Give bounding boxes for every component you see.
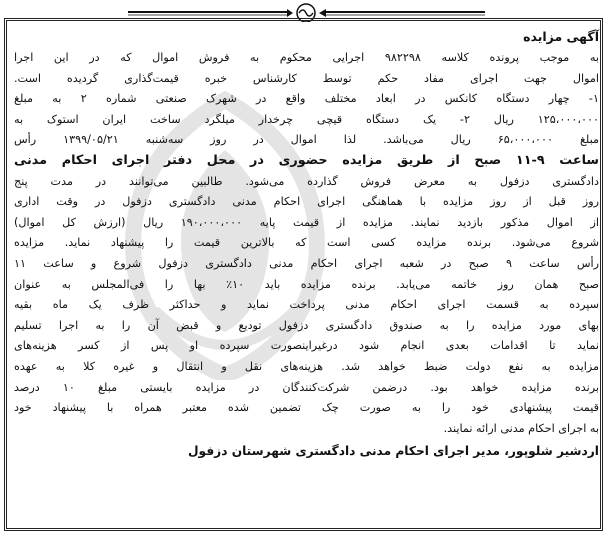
notice-line: ۱۲۵،۰۰۰،۰۰۰ ریال ۲- یک دستگاه قیچی چرخدار میلگرد ساخت ایران استوک به (14, 112, 599, 126)
notice-line: به موجب پرونده کلاسه ۹۸۲۲۹۸ اجرایی محکوم به فروش اموال که در این اجرا (14, 51, 599, 64)
notice-line: برنده مزایده خواهد بود. درضمن شرکت‌کنندگان در مزایده بایستی مبلغ ۱۰ درصد (14, 380, 599, 394)
notice-title: آگهی مزایده (523, 29, 599, 44)
notice-signature: اردشیر شلوپور، مدیر اجرای احکام مدنی دادگستری شهرستان دزفول (187, 444, 599, 459)
notice-line: دادگستری دزفول به معرض فروش گذارده می‌شود. طالبین می‌توانند در مدت پنج (14, 174, 599, 188)
notice-line: ساعت ۹-۱۱ صبح از طریق مزایده حضوری در محل دفتر اجرای احکام مدنی (14, 152, 599, 168)
notice-text (14, 48, 599, 439)
notice-line: سپرده به قسمت اجرای احکام مدنی پرداخت نماید و حداکثر ظرف یک ماه بقیه (14, 298, 599, 312)
notice-line: مزایده به نفع دولت ضبط خواهد شد. هزینه‌های نقل و انتقال و غیره کلا به عهده (14, 359, 599, 373)
notice-line: به اجرای احکام مدنی ارائه نمایند. (443, 421, 599, 435)
notice-line: مبلغ ۶۵،۰۰۰،۰۰۰ ریال می‌باشد. لذا اموال در روز سه‌شنبه ۱۳۹۹/۰۵/۲۱ رأس (14, 133, 599, 147)
notice-line: ۱- چهار دستگاه کانکس در ابعاد مختلف واقع در شهرک صنعتی شماره ۲ به مبلغ (14, 92, 599, 106)
notice-line: رأس ساعت ۹ صبح در شعبه اجرای احکام مدنی دادگستری دزفول شروع و ساعت ۱۱ (14, 256, 599, 270)
notice-line: روز قبل از روز مزایده با هماهنگی اجرای احکام مدنی دادگستری دزفول در وقت اداری (14, 195, 599, 209)
notice-body (14, 26, 599, 462)
notice-line: نماید تا اقدامات بعدی انجام شود درغیراینصورت سپرده او پس از کسر هزینه‌های (14, 339, 599, 353)
notice-line: قیمت پیشنهادی خود را به صورت چک تضمین شده معتبر همراه با پیشنهاد خود (14, 401, 599, 415)
notice-line: شروع می‌شود. برنده مزایده کسی است که بالاترین قیمت را پیشنهاد نماید. مزایده (14, 236, 599, 250)
notice-line: صبح همان روز خاتمه می‌یابد. برنده مزایده باید ۱۰٪ بها را فی‌المجلس به عنوان (14, 277, 599, 291)
notice-line: اموال جهت اجرای مفاد حکم توسط کارشناس خبره قیمت‌گذاری گردیده است. (14, 71, 599, 85)
notice-line: از اموال مذکور بازدید نمایند. مزایده از قیمت پایه ۱۹۰،۰۰۰،۰۰۰ ریال (ارزش کل اموال) (14, 215, 599, 229)
notice-line: بهای مورد مزایده را به صندوق دادگستری دزفول تودیع و قبض آن را به اجرا تسلیم (14, 318, 599, 332)
